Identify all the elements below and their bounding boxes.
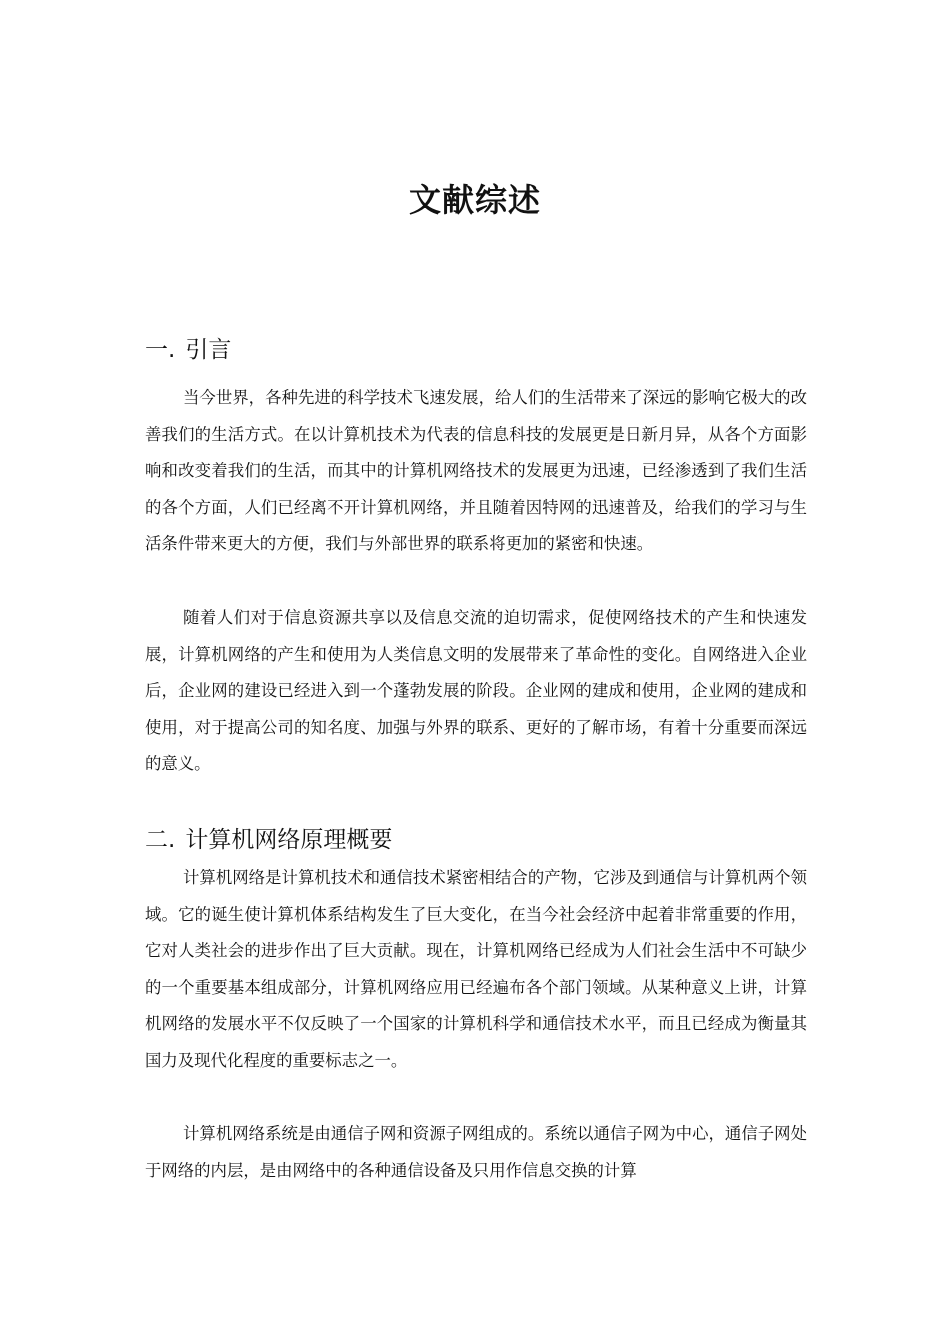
paragraph: 计算机网络是计算机技术和通信技术紧密相结合的产物，它涉及到通信与计算机两个领域。它的诞生使计算机体系结构发生了巨大变化，在当今社会经济中起着非常重要的作用，它对人类社会的进步作出了巨大贡献。现在，计算机网络已经成为人们社会生活中不可缺少的一个重要基本组成部分，计算机网络应用已经遍布各个部门领域。从某种意义上讲，计算机网络的发展水平不仅反映了一个国家的计算机科学和通信技术水平，而且已经成为衡量其国力及现代化程度的重要标志之一。 xyxy=(145,868,807,1070)
section-title: 引言 xyxy=(185,337,232,363)
paragraph: 随着人们对于信息资源共享以及信息交流的迫切需求，促使网络技术的产生和快速发展，计算机网络的产生和使用为人类信息文明的发展带来了革命性的变化。自网络进入企业后，企业网的建设已经进入到一个蓬勃发展的阶段。企业网的建成和使用，企业网的建成和使用，对于提高公司的知名度、加强与外界的联系、更好的了解市场，有着十分重要而深远的意义。 xyxy=(145,608,807,773)
section-heading-network-principles xyxy=(145,824,392,856)
section-number: 二. xyxy=(145,827,176,853)
section-number: 一. xyxy=(145,337,176,363)
section-heading-introduction xyxy=(145,334,231,366)
document-title: 文献综述 xyxy=(408,181,541,219)
paragraph: 当今世界，各种先进的科学技术飞速发展，给人们的生活带来了深远的影响它极大的改善我们的生活方式。在以计算机技术为代表的信息科技的发展更是日新月异，从各个方面影响和改变着我们的生活，而其中的计算机网络技术的发展更为迅速，已经渗透到了我们生活的各个方面，人们已经离不开计算机网络，并且随着因特网的迅速普及，给我们的学习与生活条件带来更大的方便，我们与外部世界的联系将更加的紧密和快速。 xyxy=(145,388,807,553)
paragraph: 计算机网络系统是由通信子网和资源子网组成的。系统以通信子网为中心，通信子网处于网络的内层，是由网络中的各种通信设备及只用作信息交换的计算 xyxy=(145,1124,807,1180)
section-title: 计算机网络原理概要 xyxy=(185,827,393,853)
